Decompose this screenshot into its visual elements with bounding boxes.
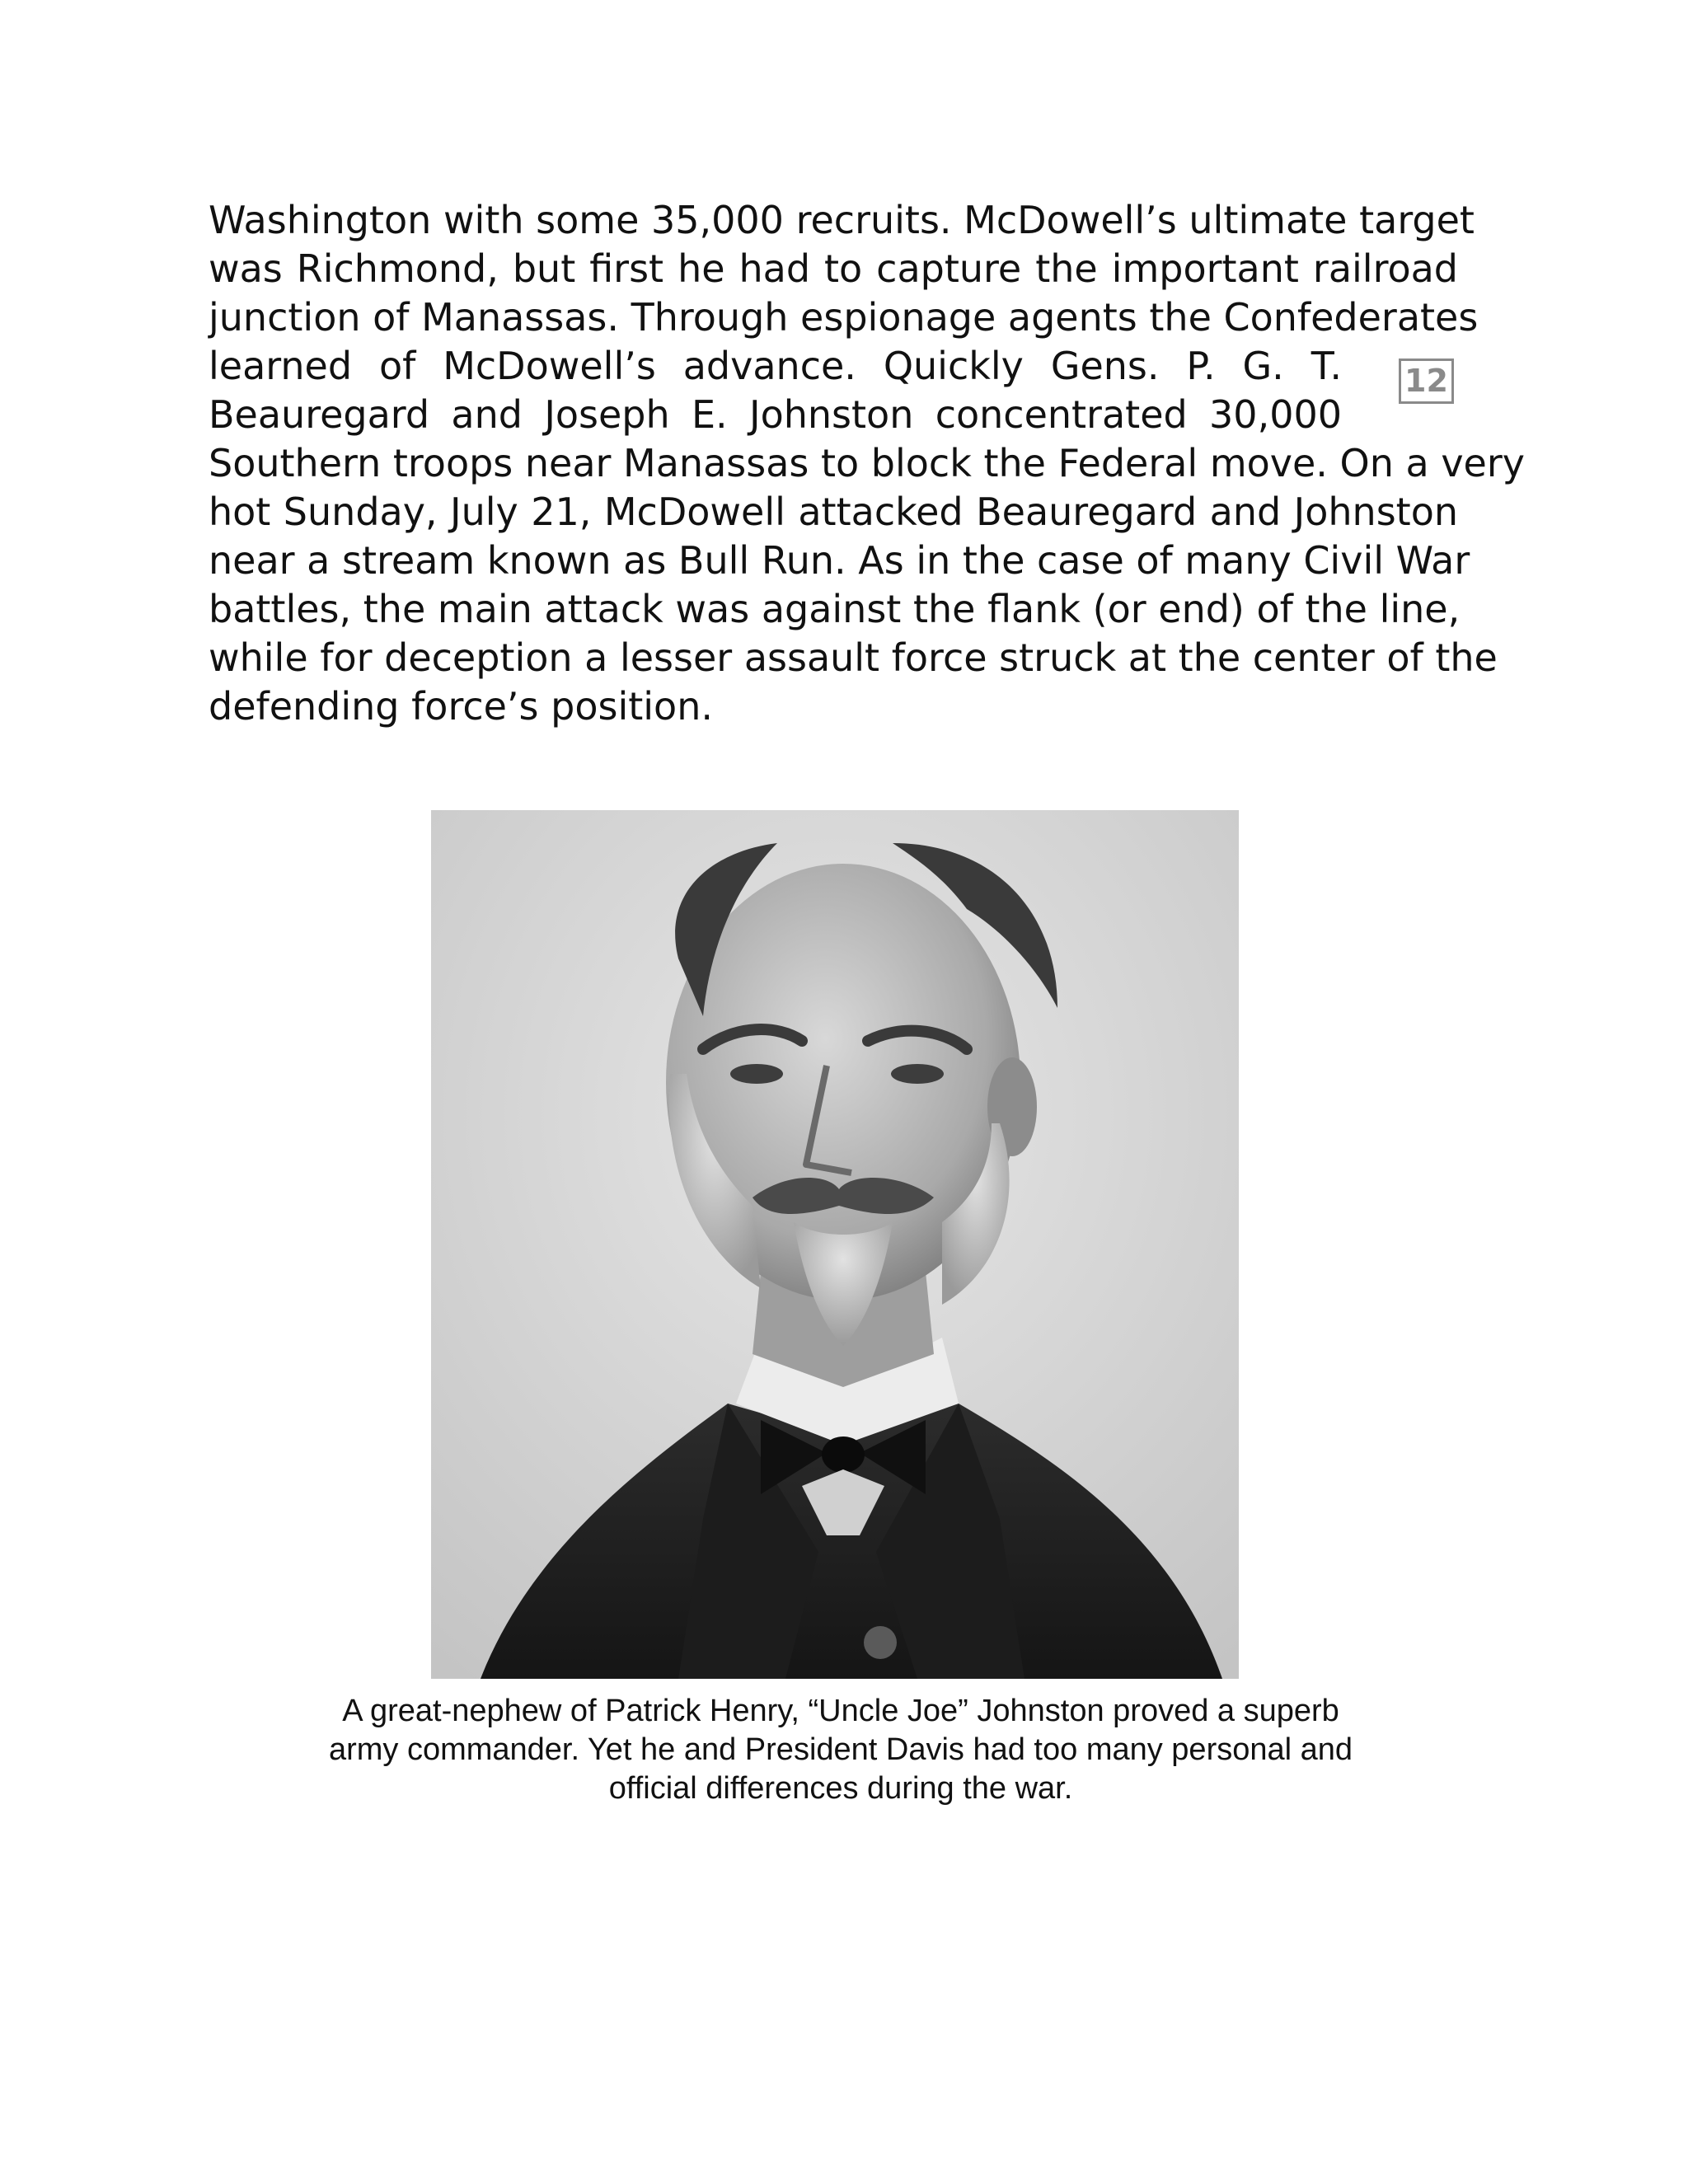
body-line-4: learned of McDowell’s advance. Quickly Gens. P. G. T. bbox=[209, 344, 1342, 388]
body-line-8: near a stream known as Bull Run. As in the case of many Civil War bbox=[209, 538, 1470, 583]
photo-caption bbox=[247, 1692, 1434, 1808]
body-line-11: defending force’s position. bbox=[209, 684, 713, 729]
body-line-5: Beauregard and Joseph E. Johnston concentrated 30,000 bbox=[209, 392, 1342, 437]
body-line-2: was Richmond, but first he had to capture the important railroad bbox=[209, 246, 1458, 291]
body-line-1: Washington with some 35,000 recruits. McDowell’s ultimate target bbox=[209, 198, 1475, 242]
body-line-3: junction of Manassas. Through espionage agents the Confederates bbox=[209, 295, 1479, 340]
body-line-9: battles, the main attack was against the flank (or end) of the line, bbox=[209, 587, 1461, 631]
body-line-6: Southern troops near Manassas to block the Federal move. On a very bbox=[209, 441, 1525, 485]
caption-line-3: official differences during the war. bbox=[608, 1771, 1073, 1806]
portrait-illustration bbox=[431, 810, 1239, 1679]
body-line-10: while for deception a lesser assault force struck at the center of the bbox=[209, 635, 1498, 680]
page-number-marker: 12 bbox=[1399, 359, 1454, 404]
body-paragraph bbox=[209, 196, 1525, 731]
body-line-7: hot Sunday, July 21, McDowell attacked Beauregard and Johnston bbox=[209, 490, 1458, 534]
portrait-photo bbox=[431, 810, 1239, 1679]
caption-line-1: A great-nephew of Patrick Henry, “Uncle Joe” Johnston proved a superb bbox=[342, 1694, 1339, 1728]
caption-line-2: army commander. Yet he and President Davis had too many personal and bbox=[328, 1732, 1353, 1767]
